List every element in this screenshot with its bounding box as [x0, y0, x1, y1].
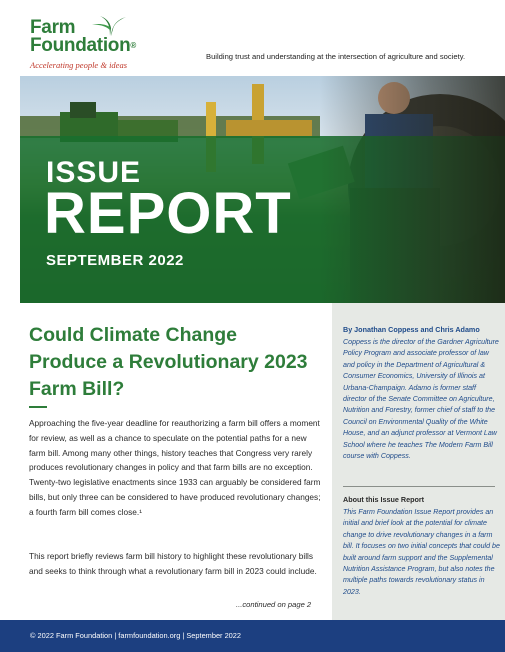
- logo-wordmark-foundation-text: Foundation: [30, 35, 131, 56]
- hero-shadow-overlay: [320, 76, 505, 303]
- sidebar-divider: [343, 486, 495, 487]
- logo-wordmark-farm: Farm: [30, 17, 76, 38]
- farm-foundation-logo[interactable]: [30, 12, 170, 72]
- article-title: Could Climate Change Produce a Revolutionary 2023 Farm Bill?: [29, 324, 308, 400]
- wheat-leaf-icon: [88, 12, 132, 36]
- issue-label: ISSUE: [46, 156, 142, 189]
- hero-photo-banner: [20, 76, 505, 303]
- author-byline: By Jonathan Coppess and Chris Adamo: [343, 325, 480, 334]
- header-tagline: Building trust and understanding at the intersection of agriculture and society.: [206, 52, 466, 61]
- continued-link[interactable]: ...continued on page 2: [236, 600, 312, 609]
- about-text: This Farm Foundation Issue Report provides an initial and brief look at the potential for climate change to drive revolutionary changes in a farm bill. It focuses on two initial concepts that could be built around farm support and the Supplemental Nutrition Assistance Program, but also notes the multiple paths towards revolutionary status in 2023.: [343, 508, 500, 596]
- logo-wordmark-foundation: [30, 36, 136, 55]
- report-label: REPORT: [44, 181, 292, 246]
- author-bio: Coppess is the director of the Gardner Agriculture Policy Program and associate professor of law and policy in the Department of Agricultural & Consumer Economics, University of Illinois at Urbana-Champaign. Adamo is former staff director of the Senate Committee on Agriculture, Nutrition and Forestry, former chief of staff to the Council on Environmental Quality of the White House, and an adjunct professor at Vermont Law School where he teaches The Modern Farm Bill course with Coppess.: [343, 338, 499, 461]
- footer-text: © 2022 Farm Foundation | farmfoundation.org | September 2022: [30, 631, 242, 640]
- logo-trademark: ®: [130, 41, 137, 50]
- article-paragraph-1: Approaching the five-year deadline for reauthorizing a farm bill offers a moment for review, as well as a chance to speculate on the potential paths for a new farm bill. Among many other things, history teaches that Congress very rarely produces revolutionary changes in policy and that farm bills are no exception. Twenty-two legislative enactments since 1933 can arguably be considered farm bills, but only three can be considered to have produced revolutionary changes; a fourth farm bill comes close.¹: [29, 418, 321, 517]
- logo-tagline: Accelerating people & ideas: [30, 60, 128, 70]
- title-divider: [29, 406, 47, 408]
- article-paragraph-2: This report briefly reviews farm bill history to highlight these revolutionary bills and seeks to think through what a revolutionary farm bill in 2023 could include.: [29, 551, 317, 576]
- report-date: SEPTEMBER 2022: [46, 252, 184, 269]
- about-heading: About this Issue Report: [343, 495, 425, 504]
